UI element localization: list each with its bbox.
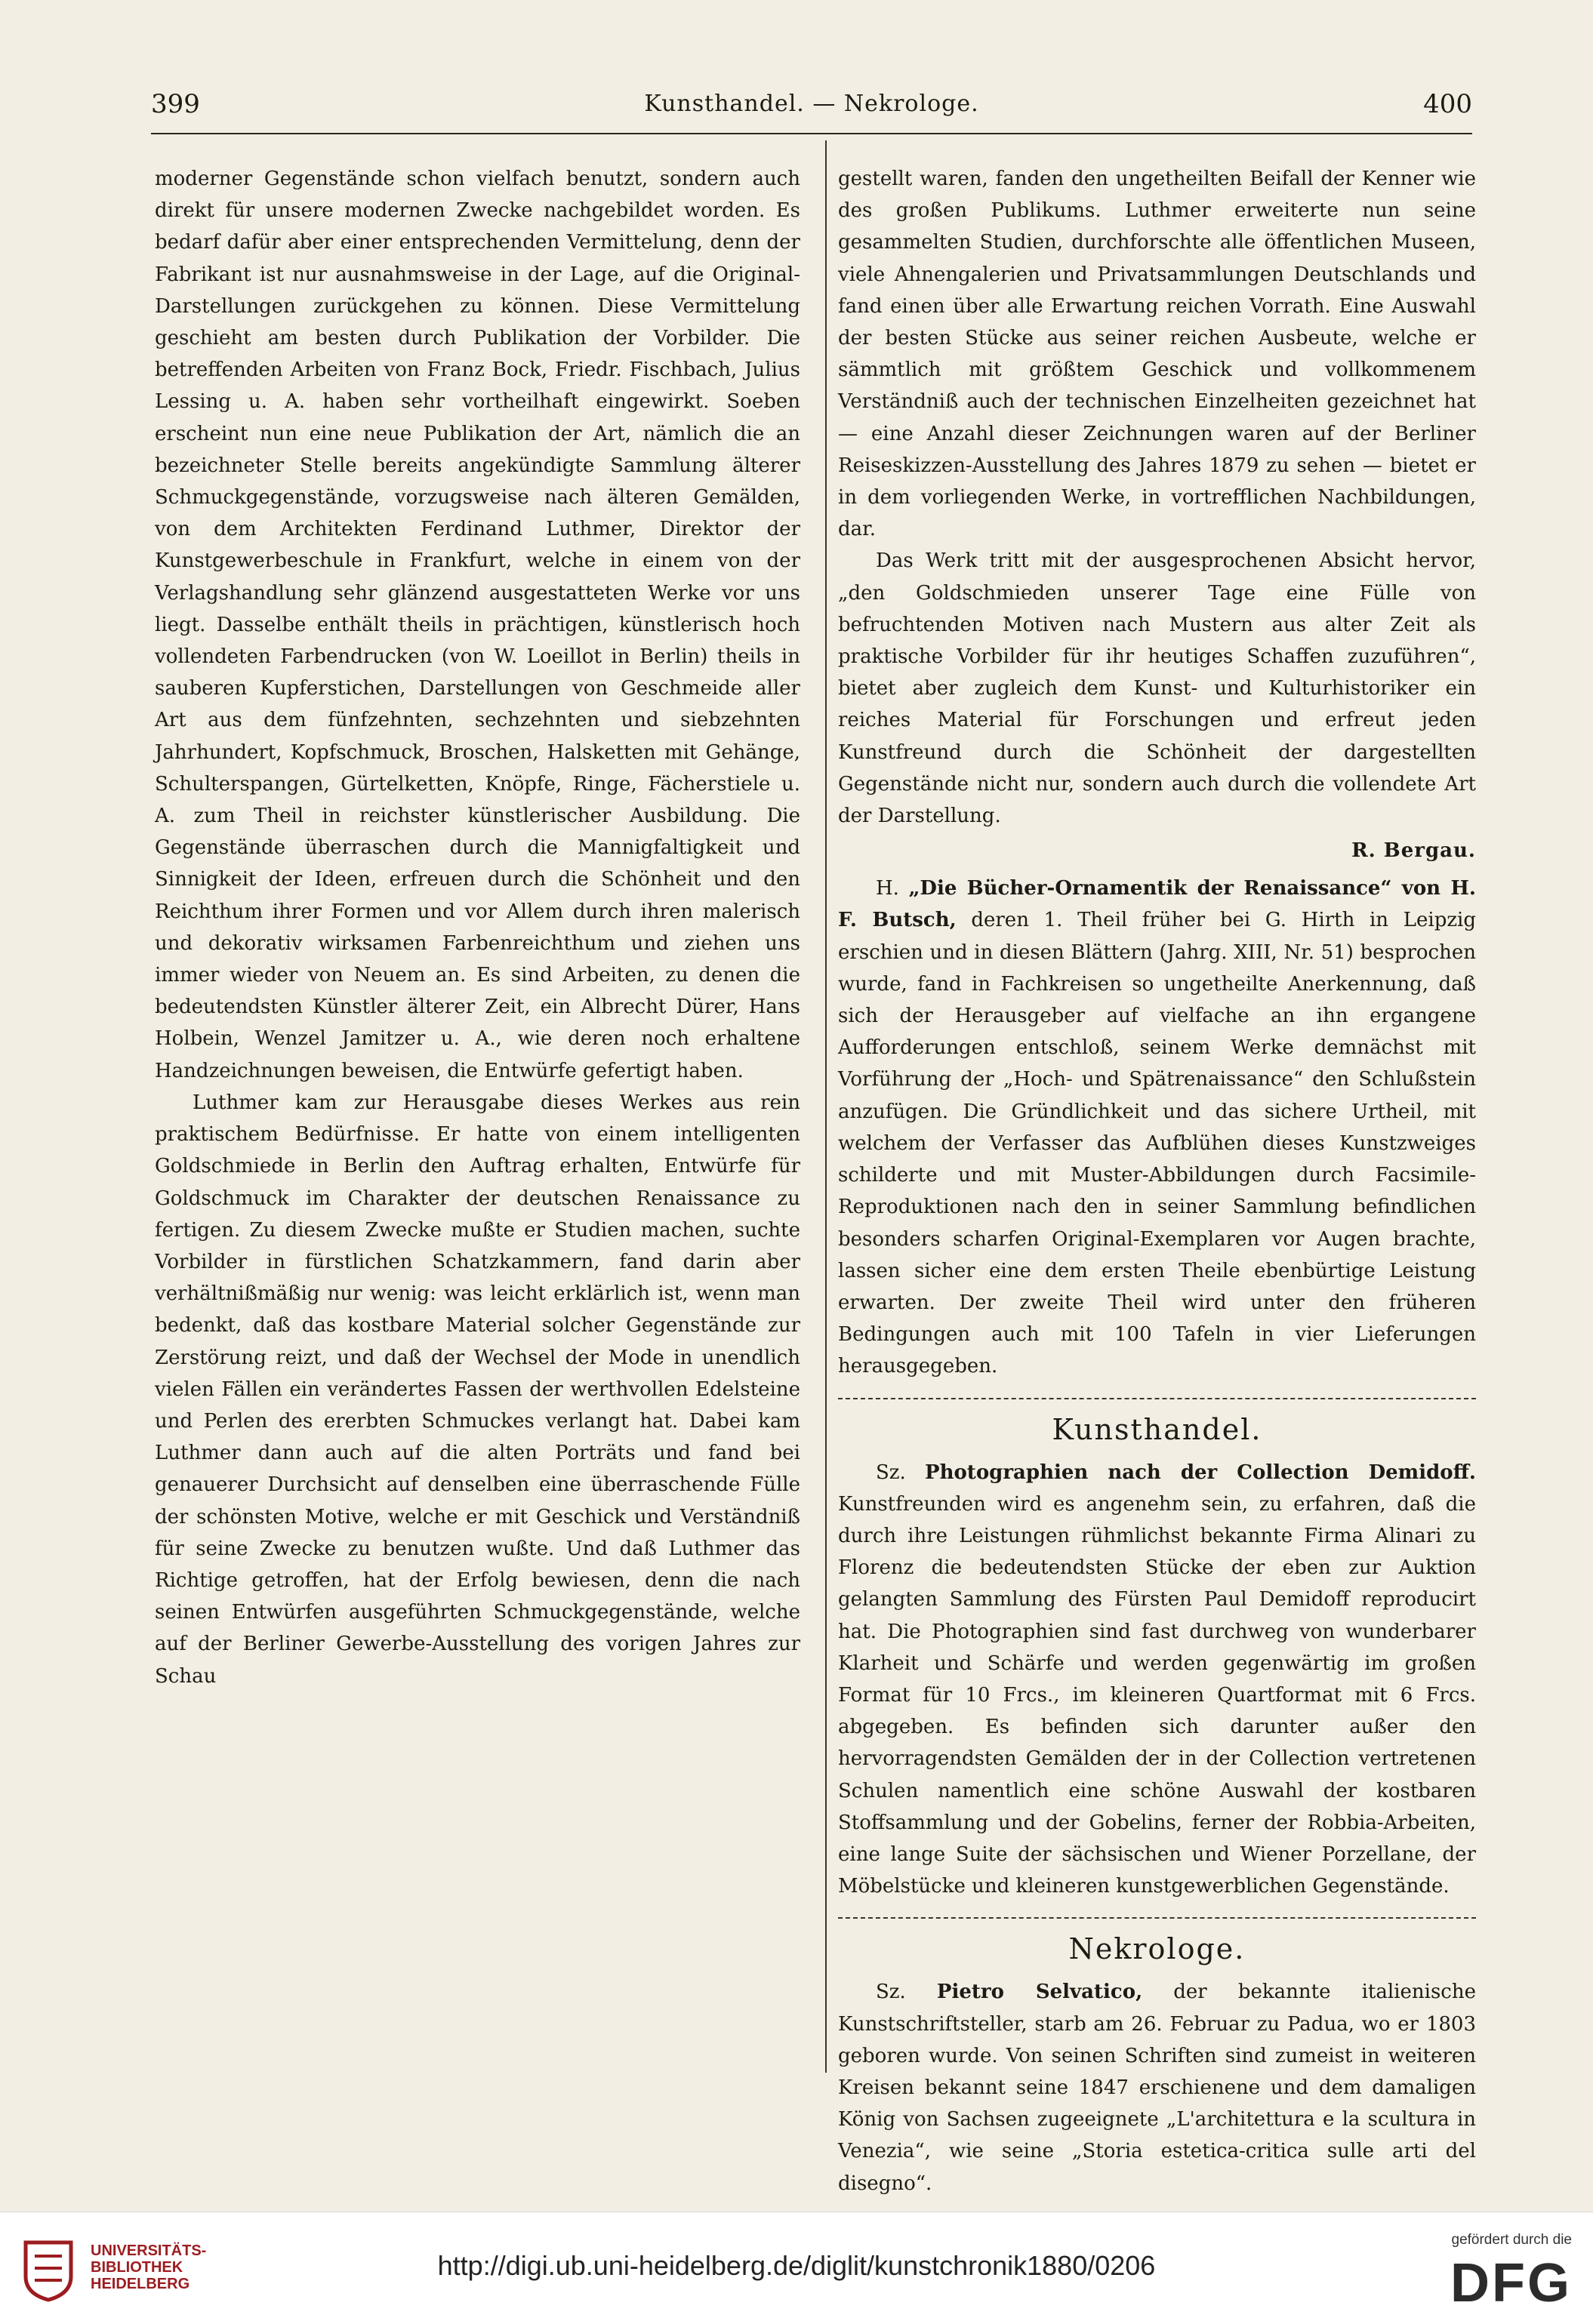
left-paragraph-1: moderner Gegenstände schon vielfach benutzt, sondern auch direkt für unsere modernen Zwecke nachgebildet worden. Es bedarf dafür aber einer entsprechenden Vermittelung, denn der Fabrikant ist nur ausnahmsweise in der Lage, auf die Original-Darstellungen zurückgehen zu können. Diese Vermittelung geschieht am besten durch Publikation der Vorbilder. Die betreffenden Arbeiten von Franz Bock, Friedr. Fischbach, Julius Lessing u. A. haben sehr vortheilhaft eingewirkt. Soeben erscheint nun eine neue Publikation der Art, nämlich die an bezeichneter Stelle bereits angekündigte Sammlung älterer Schmuckgegenstände, vorzugsweise nach älteren Gemälden, von dem Architekten Ferdinand Luthmer, Direktor der Kunstgewerbeschule in Frankfurt, welche in einem von der Verlagshandlung sehr glänzend ausgestatteten Werke vor uns liegt. Dasselbe enthält theils in prächtigen, künstlerisch hoch vollendeten Farbendrucken (von W. Loeillot in Berlin) theils in sauberen Kupferstichen, Darstellungen von Geschmeide aller Art aus dem fünfzehnten, sechzehnten und siebzehnten Jahrhundert, Kopfschmuck, Broschen, Halsketten mit Gehänge, Schulterspangen, Gürtelketten, Knöpfe, Ringe, Fächerstiele u. A. zum Theil in reichster künstlerischer Ausbildung. Die Gegenstände überraschen durch die Mannigfaltigkeit und Sinnigkeit der Ideen, erfreuen durch die Schönheit und den Reichthum ihrer Formen und vor Allem durch ihren malerisch und dekorativ wirksamen Farbenreichthum und ziehen uns immer wieder von Neuem an. Es sind Arbeiten, zu denen die bedeutendsten Künstler älterer Zeit, ein Albrecht Dürer, Hans Holbein, Wenzel Jamitzer u. A., wie deren noch erhaltene Handzeichnungen beweisen, die Entwürfe gefertigt haben. [155,168,800,1082]
page-header [151,89,1472,127]
right-paragraph-2: Das Werk tritt mit der ausgesprochenen Absicht hervor, „den Goldschmieden unserer Tage eine Fülle von befruchtenden Motiven nach Mustern aus alter Zeit als praktische Vorbilder für ihr heutiges Schaffen zuzuführen“, bietet aber zugleich dem Kunst- und Kulturhistoriker ein reiches Material für Forschungen und erfreut jeden Kunstfreund durch die Schönheit der dargestellten Gegenstände nicht nur, sondern auch durch die vollendete Art der Darstellung. [838,549,1476,828]
kunsthandel-body: Kunstfreunden wird es angenehm sein, zu erfahren, daß die durch ihre Leistungen rühmlichst bekannte Firma Alinari zu Florenz die bedeutendsten Stücke der eben zur Auktion gelangten Sammlung des Fürsten Paul Demidoff reproducirt hat. Die Photographien sind fast durchweg von wunderbarer Klarheit und Schärfe und werden gegenwärtig im großen Format für 10 Frcs., im kleineren Quartformat mit 6 Frcs. abgegeben. Es befinden sich darunter außer den hervorragendsten Gemälden der in der Collection vertretenen Schulen namentlich eine schöne Auswahl der kostbaren Stoffsammlung und der Gobelins, ferner der Robbia-Arbeiten, eine lange Suite der sächsischen und Wiener Porzellane, der Möbelstücke und kleineren kunstgewerblichen Gegenstände. [838,1492,1476,1898]
logo-line-3: HEIDELBERG [91,2276,190,2292]
section-rule-1 [838,1398,1476,1399]
permalink-url[interactable]: http://digi.ub.uni-heidelberg.de/diglit/kunstchronik1880/0206 [437,2250,1156,2281]
logo-line-1: UNIVERSITÄTS- [91,2242,207,2259]
book-note-title: „Die Bücher-Ornamentik der Renaissance“ von H. F. Butsch, [838,877,1476,932]
right-paragraph-1: gestellt waren, fanden den ungetheilten Beifall der Kenner wie des großen Publikums. Luthmer erweiterte nun seine gesammelten Studien, durchforschte alle öffentlichen Museen, viele Ahnengalerien und Privatsammlungen Deutschlands und fand einen über alle Erwartung reichen Vorrath. Eine Auswahl der besten Stücke aus seiner reichen Ausbeute, welche er sämmtlich mit größtem Geschick und vollkommenem Verständniß auch der technischen Einzelheiten gezeichnet hat — eine Anzahl dieser Zeichnungen waren auf der Berliner Reiseskizzen-Ausstellung des Jahres 1879 zu sehen — bietet er in dem vorliegenden Werke, in vortrefflichen Nachbildungen, dar. [838,168,1476,541]
logo-line-2: BIBLIOTHEK [91,2259,183,2276]
nekrolog-body: der bekannte italienische Kunstschriftsteller, starb am 26. Februar zu Padua, wo er 1803 geboren wurde. Von seinen Schriften sind zumeist in weiteren Kreisen bekannt seine 1847 erschienene und dem damaligen König von Sachsen zugeeignete „L'architettura e la scultura in Venezia“, wie seine „Storia estetica-critica sulle arti del disegno“. [838,1981,1476,2195]
dfg-logo: DFG [1450,2253,1572,2313]
running-title: Kunsthandel. — Nekrologe. [644,91,979,117]
kunsthandel-lead: Sz. [876,1461,926,1484]
page-number-left: 399 [151,89,200,119]
kunsthandel-entry [838,1457,1476,1903]
book-note-body: deren 1. Theil früher bei G. Hirth in Leipzig erschien und in diesen Blättern (Jahrg. XIII, Nr. 51) besprochen wurde, fand in Fachkreisen so ungetheilte Anerkennung, daß sich der Herausgeber auf vielfache an ihn ergangene Aufforderungen entschloß, seinem Werke demnächst mit Vorführung der „Hoch- und Spätrenaissance“ den Schlußstein anzufügen. Die Gründlichkeit und das sichere Urtheil, mit welchem der Verfasser das Aufblühen dieses Kunstzweiges schilderte und mit Muster-Abbildungen durch Facsimile-Reproduktionen nach den in seiner Sammlung befindlichen besonders scharfen Original-Exemplaren vor Augen brachte, lassen sicher eine dem ersten Theile ebenbürtige Leistung erwarten. Der zweite Theil wird unter den früheren Bedingungen auch mit 100 Tafeln in vier Lieferungen herausgegeben. [838,909,1476,1378]
funding-note: gefördert durch die [1451,2232,1572,2248]
book-note-lead: H. [876,877,909,900]
nekrolog-title: Pietro Selvatico, [936,1981,1143,2004]
right-column [838,163,1476,2199]
book-note [838,873,1476,1382]
author-signature: R. Bergau. [1351,839,1476,863]
kunsthandel-title: Photographien nach der Collection Demidoff. [925,1461,1476,1484]
column-divider [825,140,827,2073]
nekrolog-entry [838,1976,1476,2199]
header-rule [151,133,1472,134]
section-heading-nekrologe: Nekrologe. [1068,1932,1246,1966]
left-paragraph-2: Luthmer kam zur Herausgabe dieses Werkes aus rein praktischem Bedürfnisse. Er hatte von einem intelligenten Goldschmiede in Berlin den Auftrag erhalten, Entwürfe für Goldschmuck im Charakter der deutschen Renaissance zu fertigen. Zu diesem Zwecke mußte er Studien machen, suchte Vorbilder in fürstlichen Schatzkammern, fand darin aber verhältnißmäßig nur wenig: was leicht erklärlich ist, wenn man bedenkt, daß das kostbare Material solcher Gegenstände zur Zerstörung reizt, und daß der Wechsel der Mode in unendlich vielen Fällen ein verändertes Fassen der werthvollen Edelsteine und Perlen des ererbten Schmuckes verlangt hat. Dabei kam Luthmer dann auch auf die alten Porträts und fand bei genauerer Durchsicht auf denselben eine überraschende Fülle der schönsten Motive, welche er mit Geschick und Verständniß für seine Zwecke zu benutzen wußte. Und daß Luthmer das Richtige getroffen, hat der Erfolg bewiesen, denn die nach seinen Entwürfen ausgeführten Schmuckgegenstände, welche auf der Berliner Gewerbe-Ausstellung des vorigen Jahres zur Schau [155,1091,800,1688]
section-rule-2 [838,1917,1476,1919]
viewer-footer [0,2212,1593,2324]
left-column [155,163,800,1692]
section-heading-kunsthandel: Kunsthandel. [1052,1412,1262,1446]
page-number-right: 400 [1423,89,1472,119]
nekrolog-lead: Sz. [876,1981,937,2004]
